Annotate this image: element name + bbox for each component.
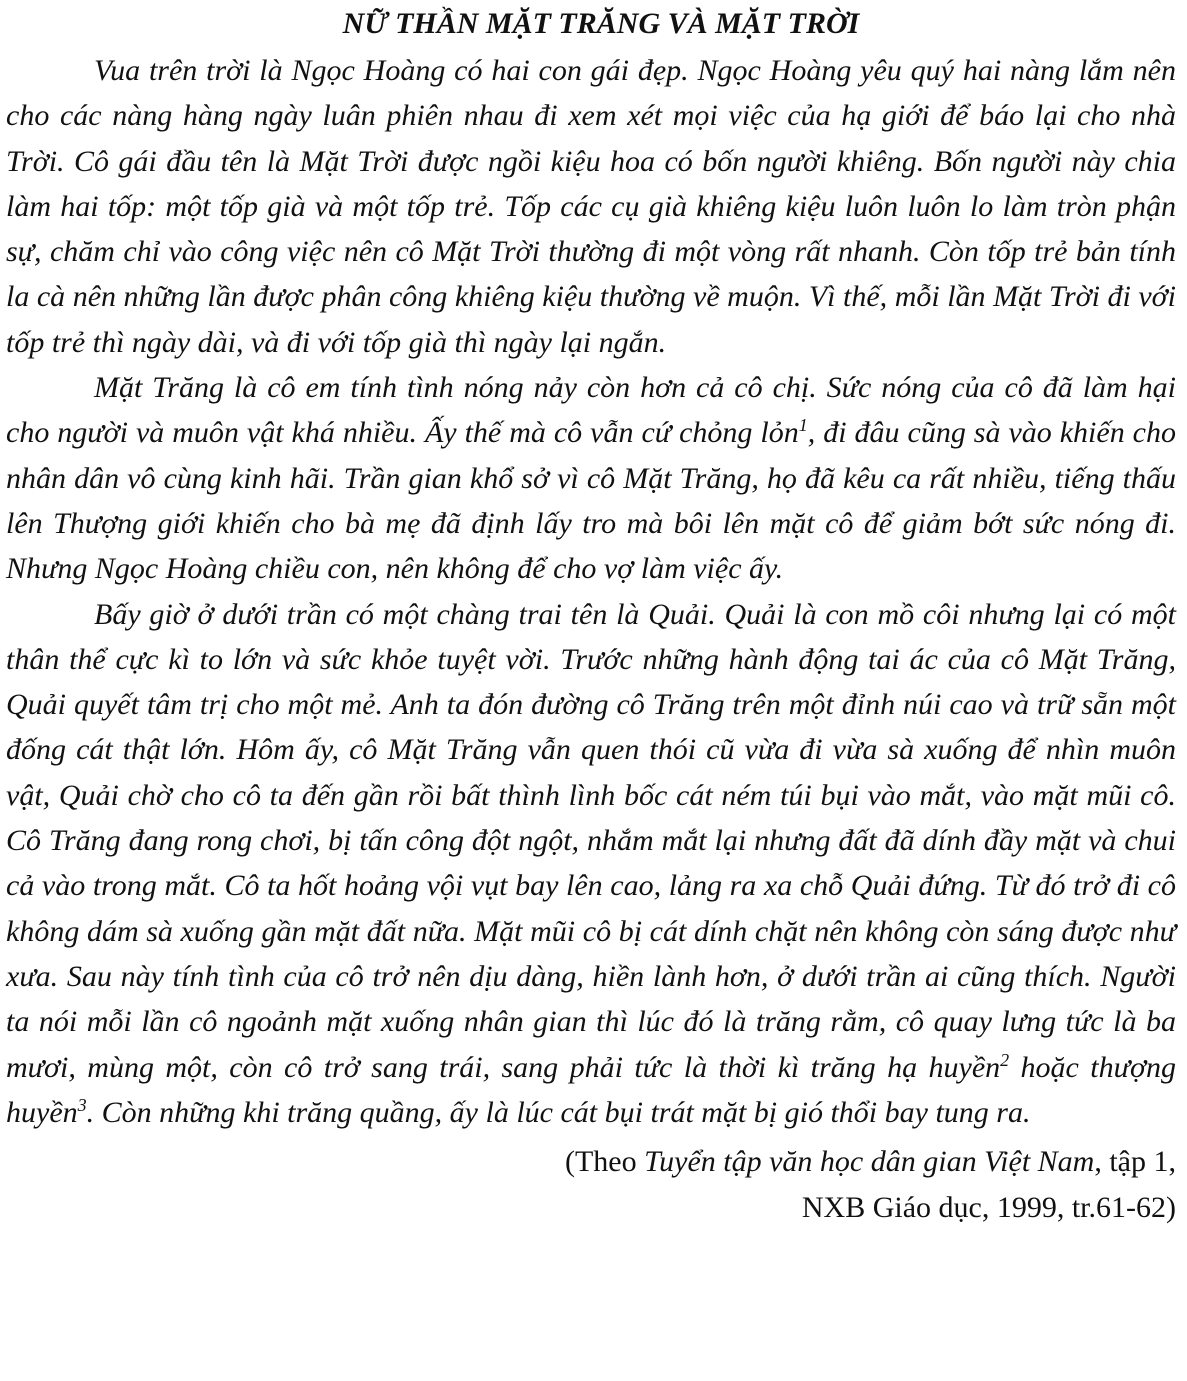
citation-suffix: , tập 1,: [1094, 1145, 1176, 1179]
citation-line-1: [6, 1139, 1176, 1185]
citation-line-2: NXB Giáo dục, 1999, tr.61-62): [801, 1191, 1176, 1225]
source-citation: [6, 1139, 1176, 1231]
footnote-ref-2: 2: [1000, 1049, 1010, 1070]
paragraph-3-text-c: . Còn những khi trăng quầng, ấy là lúc cát bụi trát mặt bị gió thổi bay tung ra.: [86, 1095, 1031, 1129]
paragraph-3-text-a: Bấy giờ ở dưới trần có một chàng trai tên là Quải. Quải là con mồ côi nhưng lại có một thân thể cực kì to lớn và sức khỏe tuyệt vời. Trước những hành động tai ác của cô Mặt Trăng, Quải quyết tâm trị cho một mẻ. Anh ta đón đường cô Trăng trên một đỉnh núi cao và trữ sẵn một đống cát thật lớn. Hôm ấy, cô Mặt Trăng vẫn quen thói cũ vừa đi vừa sà xuống để nhìn muôn vật, Quải chờ cho cô ta đến gần rồi bất thình lình bốc cát ném túi bụi vào mắt, vào mặt mũi cô. Cô Trăng đang rong chơi, bị tấn công đột ngột, nhắm mắt lại nhưng đất đã dính đầy mặt và chui cả vào trong mắt. Cô ta hốt hoảng vội vụt bay lên cao, lảng ra xa chỗ Quải đứng. Từ đó trở đi cô không dám sà xuống gần mặt đất nữa. Mặt mũi cô bị cát dính chặt nên không còn sáng được như xưa. Sau này tính tình của cô trở nên dịu dàng, hiền lành hơn, ở dưới trần ai cũng thích. Người ta nói mỗi lần cô ngoảnh mặt xuống nhân gian thì lúc đó là trăng rằm, cô quay lưng tức là ba mươi, mùng một, còn cô trở sang trái, sang phải tức là thời kì trăng hạ huyền: [6, 597, 1176, 1084]
document-page: [6, 4, 1176, 1231]
paragraph-2-text-b: , đi đâu cũng sà vào khiến cho nhân dân vô cùng kinh hãi. Trần gian khổ sở vì cô Mặt Trăng, họ đã kêu ca rất nhiều, tiếng thấu lên Thượng giới khiến cho bà mẹ đã định lấy tro mà bôi lên mặt cô để giảm bớt sức nóng đi. Nhưng Ngọc Hoàng chiều con, nên không để cho vợ làm việc ấy.: [6, 416, 1177, 586]
story-title: NỮ THẦN MẶT TRĂNG VÀ MẶT TRỜI: [342, 7, 860, 40]
footnote-ref-3: 3: [77, 1094, 87, 1115]
footnote-ref-1: 1: [798, 415, 808, 436]
paragraph-2: [6, 365, 1176, 591]
paragraph-3: [6, 592, 1176, 1136]
citation-prefix: (Theo: [564, 1145, 645, 1179]
paragraph-3-text-b: hoặc thượng huyền: [6, 1050, 1176, 1129]
paragraph-1: Vua trên trời là Ngọc Hoàng có hai con gái đẹp. Ngọc Hoàng yêu quý hai nàng lắm nên cho các nàng hàng ngày luân phiên nhau đi xem xét mọi việc của hạ giới để báo lại cho nhà Trời. Cô gái đầu tên là Mặt Trời được ngồi kiệu hoa có bốn người khiêng. Bốn người này chia làm hai tốp: một tốp già và một tốp trẻ. Tốp các cụ già khiêng kiệu luôn luôn lo làm tròn phận sự, chăm chỉ vào công việc nên cô Mặt Trời thường đi một vòng rất nhanh. Còn tốp trẻ bản tính la cà nên những lần được phân công khiêng kiệu thường về muộn. Vì thế, mỗi lần Mặt Trời đi với tốp trẻ thì ngày dài, và đi với tốp già thì ngày lại ngắn.: [6, 54, 1176, 359]
citation-book-title: Tuyển tập văn học dân gian Việt Nam: [644, 1145, 1095, 1179]
story-body: [6, 48, 1176, 1135]
paragraph-2-text-a: Mặt Trăng là cô em tính tình nóng nảy còn hơn cả cô chị. Sức nóng của cô đã làm hại cho người và muôn vật khá nhiều. Ấy thế mà cô vẫn cứ chỏng lỏn: [6, 371, 1176, 450]
